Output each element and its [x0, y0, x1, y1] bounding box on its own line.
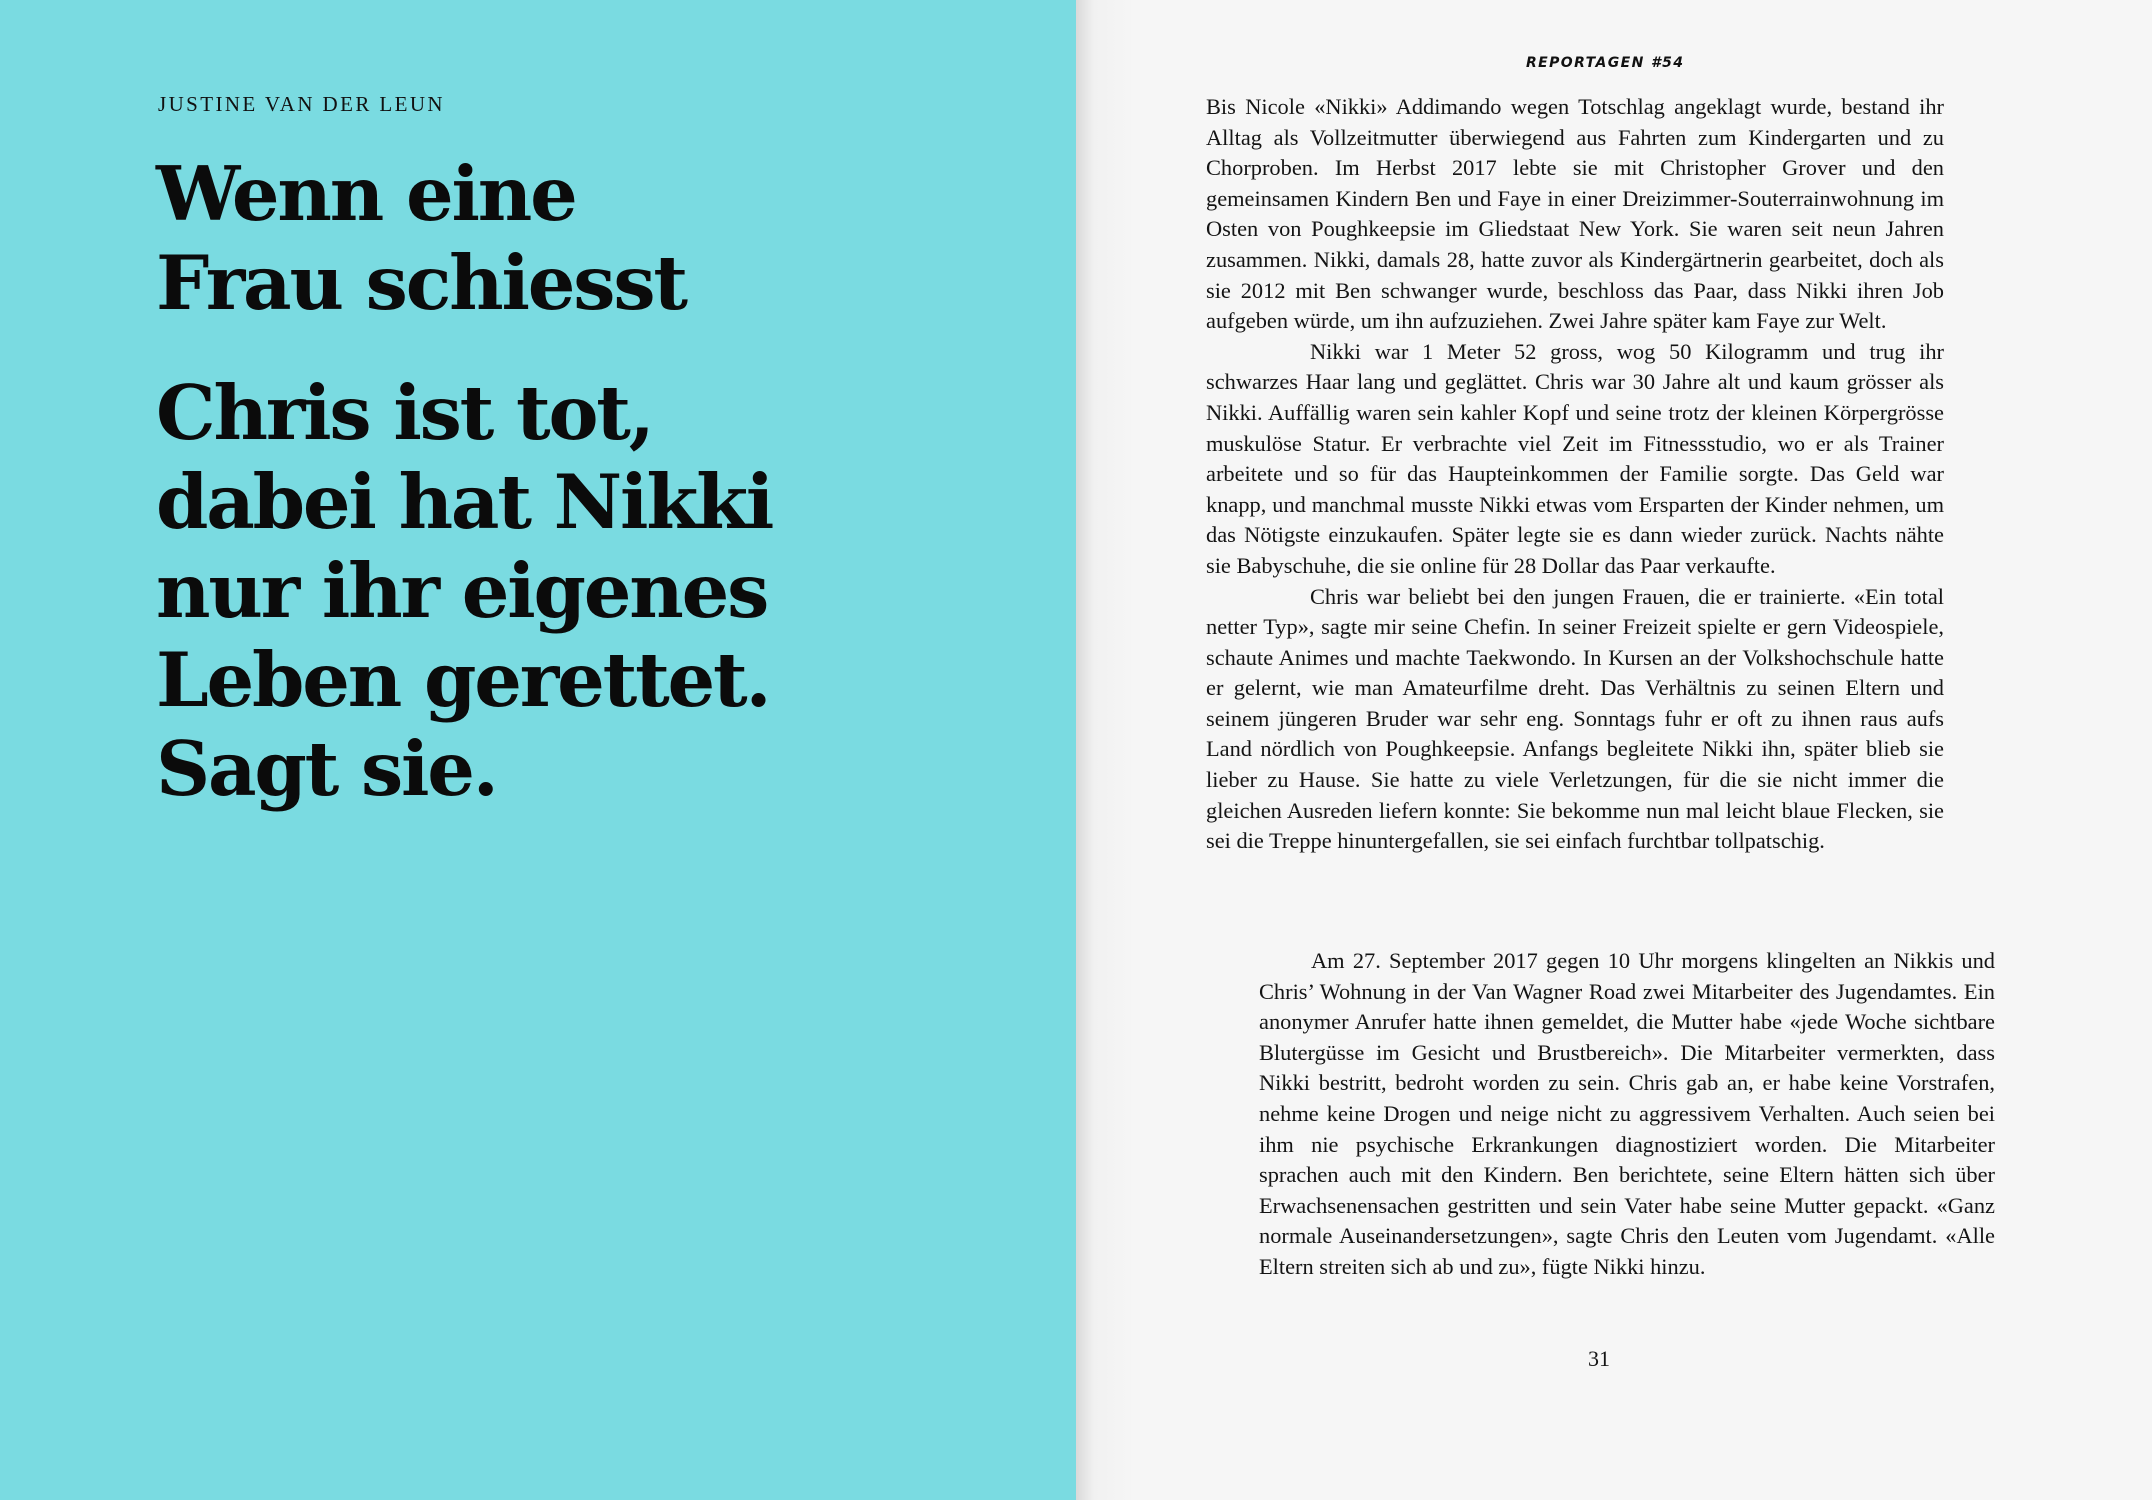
article-subtitle: [156, 369, 772, 814]
article-subtitle-line: Chris ist tot,: [156, 369, 653, 457]
body-column-inset: [1259, 946, 1995, 1283]
body-paragraph: Chris war beliebt bei den jungen Frauen, die er trainierte. «Ein total netter Typ», sagte mir seine Chefin. In seiner Freizeit spielte er gern Videospiele, schaute Animes und machte Taekwondo. In Kursen an der Volkshochschule hatte er gelernt, wie man Amateurfilme dreht. Das Verhältnis zu seinen Eltern und seinem jüngeren Bruder war sehr eng. Sonntags fuhr er oft zu ihnen raus aufs Land nördlich von Poughkeepsie. Anfangs begleitete Nikki ihn, später blieb sie lieber zu Hause. Sie hatte zu viele Verletzungen, für die sie nicht immer die gleichen Ausreden liefern konnte: Sie bekomme nun mal leicht blaue Flecken, sie sei die Treppe hinuntergefallen, sie sei einfach furchtbar tollpatschig.: [1206, 583, 1944, 854]
author-name: JUSTINE VAN DER LEUN: [158, 92, 445, 116]
article-subtitle-line: dabei hat Nikki: [156, 458, 773, 546]
body-column: [1206, 92, 1944, 857]
article-title-line: Wenn eine: [156, 150, 576, 238]
body-paragraph: Am 27. September 2017 gegen 10 Uhr morgens klingelten an Nikkis und Chris’ Wohnung in der Van Wagner Road zwei Mitarbeiter des Jugendamtes. Ein anonymer Anrufer hatte ihnen gemeldet, die Mutter habe «jede Woche sichtbare Blutergüsse im Gesicht und Brustbereich». Die Mitarbeiter vermerkten, dass Nikki bestritt, bedroht worden zu sein. Chris gab an, er habe keine Vorstrafen, nehme keine Drogen und neige nicht zu aggressivem Verhalten. Auch seien bei ihm nie psychische Erkrankungen diagnostiziert worden. Die Mitarbeiter sprachen auch mit den Kindern. Ben berichtete, seine Eltern hätten sich über Erwachsenensachen gestritten und sein Vater habe seine Mutter gepackt. «Ganz normale Auseinandersetzungen», sagte Chris den Leuten vom Jugendamt. «Alle Eltern streiten sich ab und zu», fügte Nikki hinzu.: [1259, 948, 1995, 1279]
running-head: REPORTAGEN #54: [1526, 55, 1685, 71]
page-number: 31: [1588, 1346, 1610, 1371]
body-paragraph: Bis Nicole «Nikki» Addimando wegen Totschlag angeklagt wurde, bestand ihr Alltag als Vollzeitmutter überwiegend aus Fahrten zum Kindergarten und zu Chorproben. Im Herbst 2017 lebte sie mit Christopher Grover und den gemeinsamen Kindern Ben und Faye in einer Dreizimmer-Souterrainwohnung im Osten von Poughkeepsie im Gliedstaat New York. Sie waren seit neun Jahren zusammen. Nikki, damals 28, hatte zuvor als Kindergärtnerin gearbeitet, doch als sie 2012 mit Ben schwanger wurde, beschloss das Paar, dass Nikki ihren Job aufgeben würde, um ihn aufzuziehen. Zwei Jahre später kam Faye zur Welt.: [1206, 94, 1944, 334]
article-title: [156, 150, 686, 328]
article-subtitle-line: Leben gerettet.: [156, 636, 770, 724]
article-subtitle-line: Sagt sie.: [156, 725, 497, 813]
body-paragraph: Nikki war 1 Meter 52 gross, wog 50 Kilogramm und trug ihr schwarzes Haar lang und geglättet. Chris war 30 Jahre alt und kaum grösser als Nikki. Auffällig waren sein kahler Kopf und seine trotz der kleinen Körpergrösse muskulöse Statur. Er verbrachte viel Zeit im Fitnessstudio, wo er als Trainer arbeitete und so für das Haupteinkommen der Familie sorgte. Das Geld war knapp, und manchmal musste Nikki etwas vom Ersparten der Kinder nehmen, um das Nötigste einzukaufen. Später legte sie es dann wieder zurück. Nachts nähte sie Babyschuhe, die sie online für 28 Dollar das Paar verkaufte.: [1206, 338, 1944, 578]
article-subtitle-line: nur ihr eigenes: [156, 547, 768, 635]
article-title-line: Frau schiesst: [156, 239, 686, 327]
